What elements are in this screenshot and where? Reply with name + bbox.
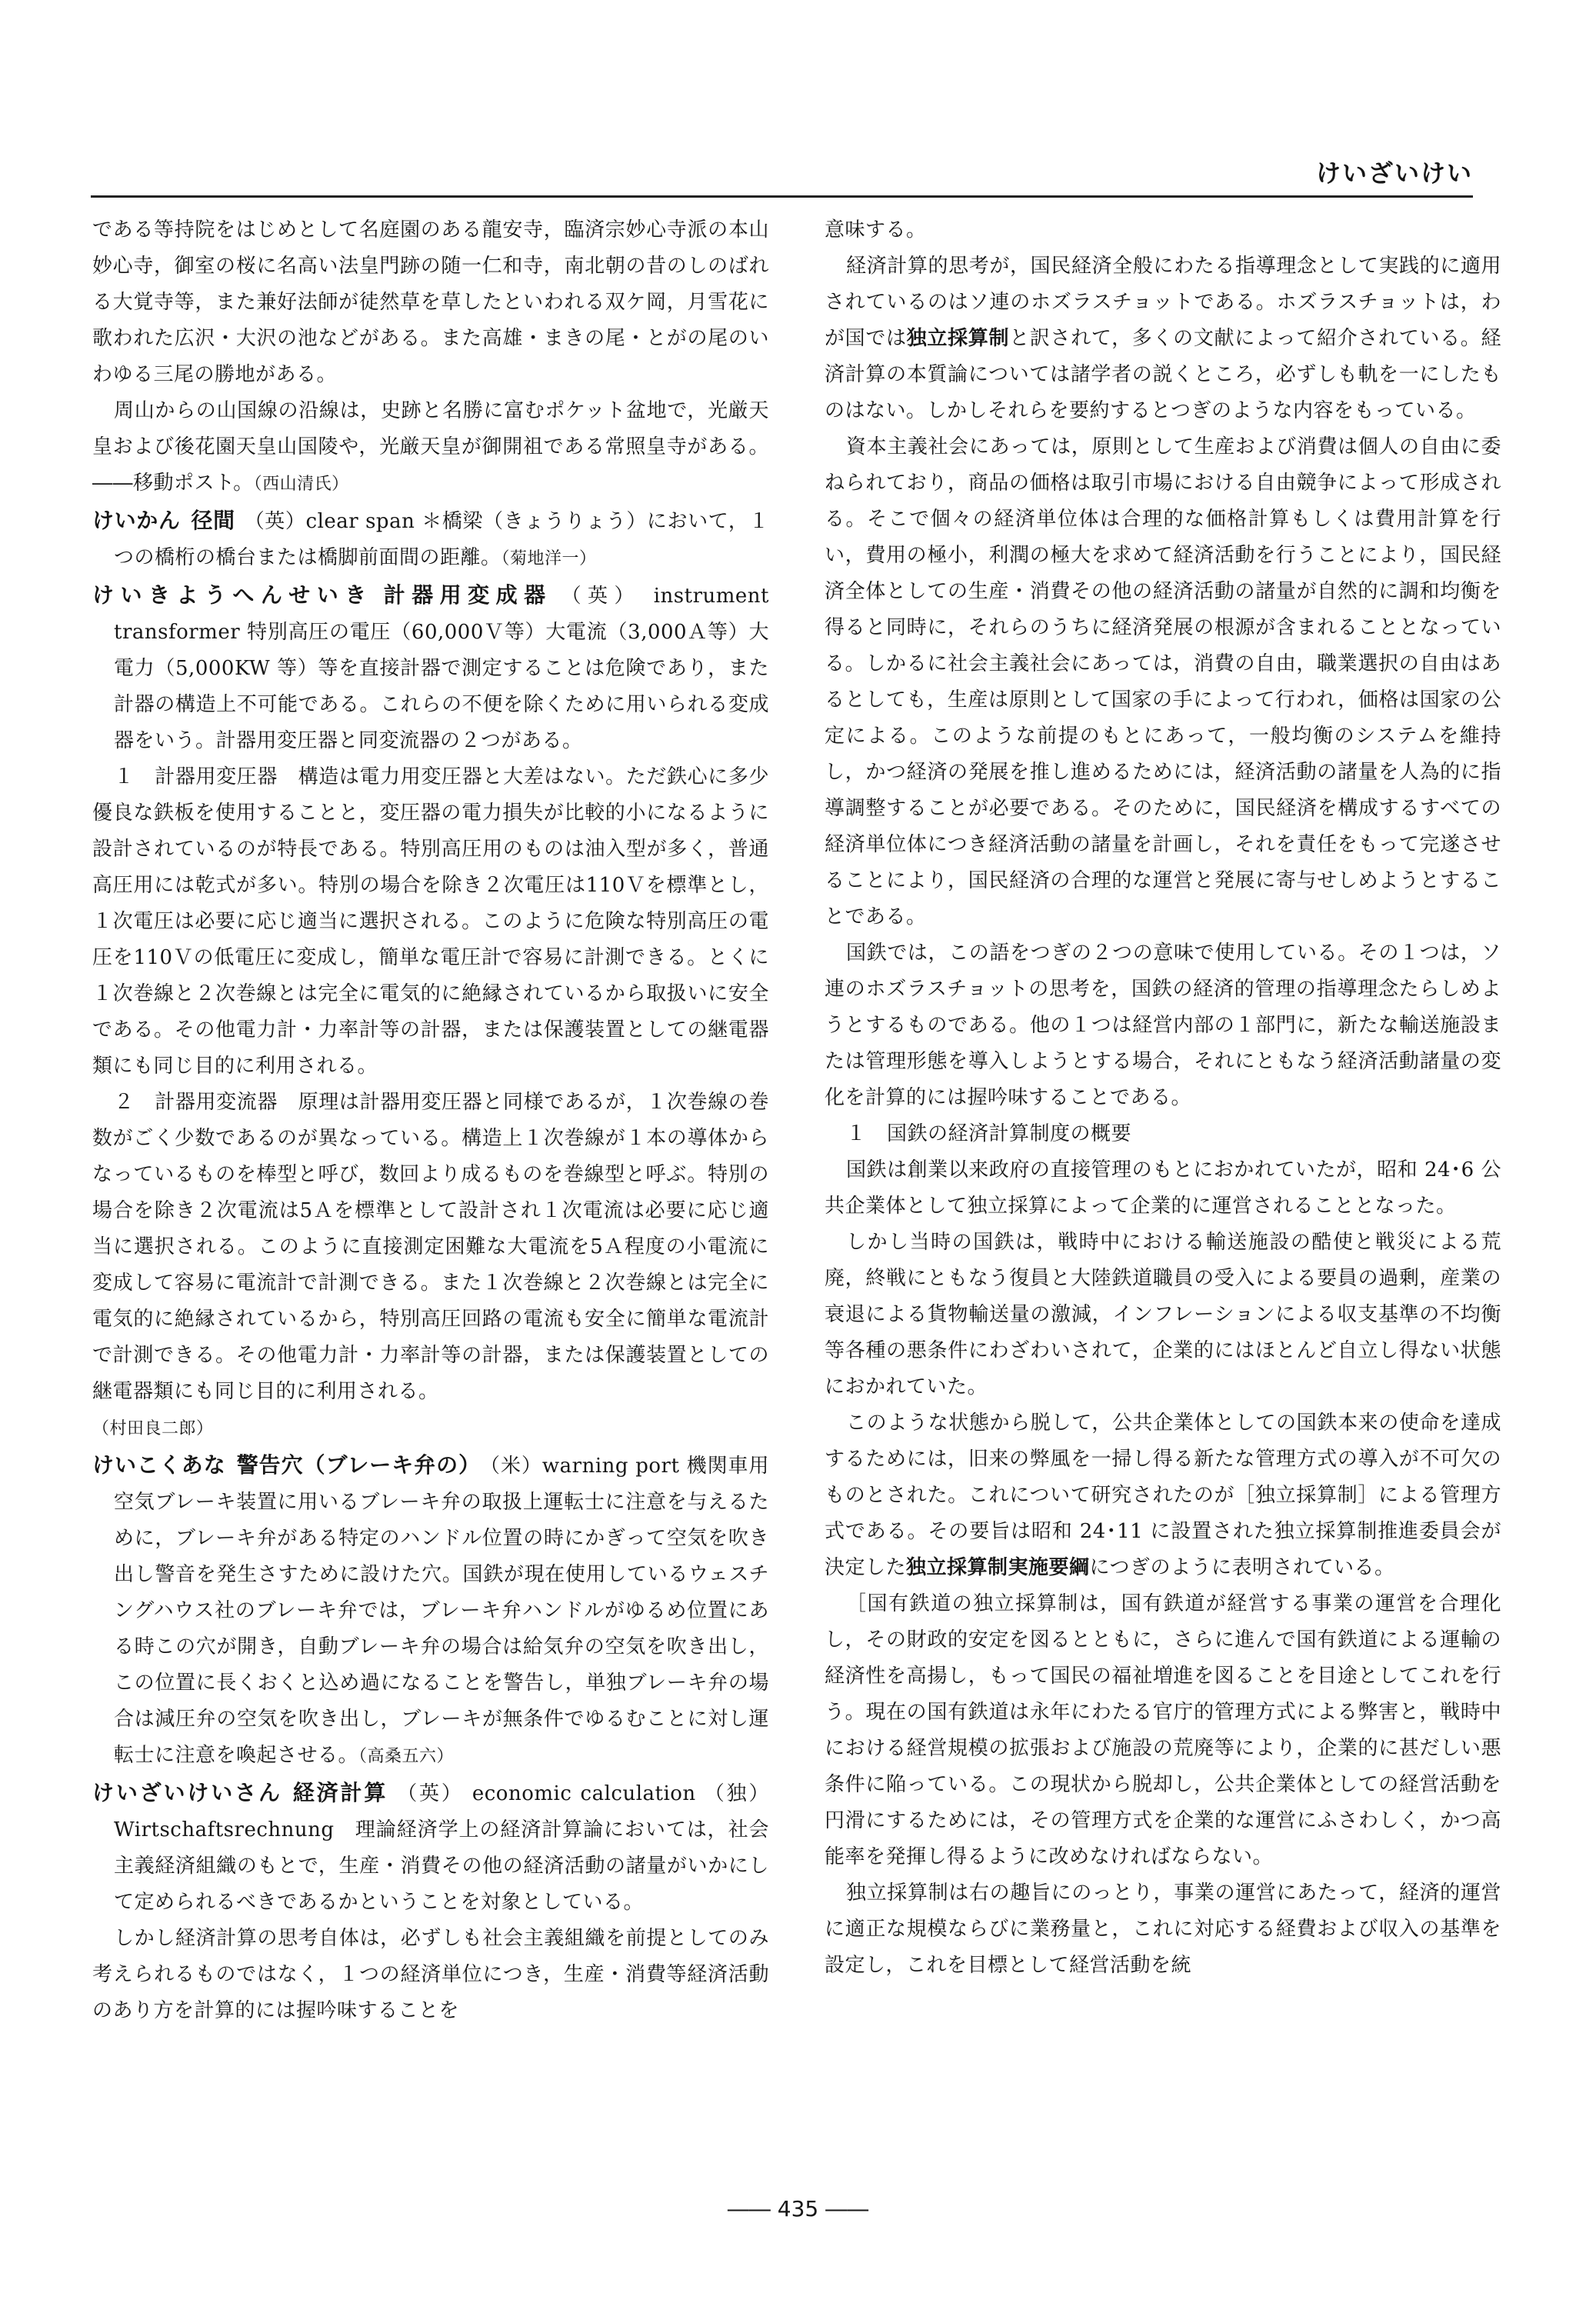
entry-english: （米）warning port bbox=[490, 1455, 680, 1478]
entry-definition: （独）Wirtschaftsrechnung 理論経済学上の経済計算論においては，社会主義経済組織のもとで，生産・消費その他の経済活動の諸量がいかにして定められるべきであるかということを対象としている。 bbox=[114, 1782, 769, 1914]
right-column bbox=[825, 212, 1501, 1984]
page-number: ―― 435 ―― bbox=[727, 2196, 869, 2221]
entry-english: （英） economic calculation bbox=[397, 1782, 696, 1805]
entry-headword: けいかん bbox=[92, 508, 181, 533]
paragraph-text: につぎのように表明されている。 bbox=[1089, 1556, 1395, 1579]
body-paragraph bbox=[825, 248, 1501, 429]
entry-definition: ＊橋梁（きょうりょう）において，１つの橋桁の橋台または橋脚前面間の距離。 bbox=[114, 510, 769, 569]
body-paragraph bbox=[825, 1405, 1501, 1586]
author-name: （村田良二郎） bbox=[92, 1419, 214, 1438]
body-paragraph: しかし経済計算の思考自体は，必ずしも社会主義組織を前提としてのみ考えられるものではなく，１つの経済単位につき，生産・消費等経済活動のあり方を計算的には握吟味することを bbox=[92, 1927, 769, 2022]
entry-headword: けいざいけいさん bbox=[92, 1780, 282, 1805]
entry-definition: 機関車用空気ブレーキ装置に用いるブレーキ弁の取扱上運転士に注意を与えるために，ブレーキ弁がある特定のハンドル位置の時にかぎって空気を吹き出し警音を発生さすために設けた穴。国鉄が現在使用しているウェスチングハウス社のブレーキ弁では，ブレーキ弁ハンドルがゆるめ位置にある時この穴が開き，自動ブレーキ弁の場合は給気弁の空気を吹き出し，この位置に長くおくと込め過になることを警告し，単独ブレーキ弁の場合は減圧弁の空気を吹き出し，ブレーキが無条件でゆるむことに対し運転士に注意を喚起させる。 bbox=[114, 1455, 769, 1767]
author-credit: （西山清氏） bbox=[253, 475, 349, 494]
entry-kanji: 経済計算 bbox=[292, 1780, 388, 1805]
running-head: けいざいけい bbox=[1315, 158, 1473, 188]
entry-kanji: 警告穴（ブレーキ弁の） bbox=[236, 1452, 481, 1478]
intro-paragraph-1: である等持院をはじめとして名庭園のある龍安寺，臨済宗妙心寺派の本山妙心寺，御室の桜に名高い法皇門跡の随一仁和寺，南北朝の昔のしのばれる大覚寺等，また兼好法師が徒然草を草したといわれる双ケ岡，月雪花に歌われた広沢・大沢の池などがある。また高雄・まきの尾・とがの尾のいわゆる三尾の勝地がある。 bbox=[92, 218, 769, 386]
entry-subsection-2: ２ 計器用変流器 原理は計器用変圧器と同様であるが，１次巻線の巻数がごく少数であるのが異なっている。構造上１次巻線が１本の導体からなっているものを棒型と呼び，数回より成るものを巻線型と呼ぶ。特別の場合を除き２次電流は5Ａを標準として設計され１次電流は必要に応じ適当に選択される。このように直接測定困難な大電流を5Ａ程度の小電流に変成して容易に電流計で計測できる。また１次巻線と２次巻線とは完全に電気的に絶縁されているから，特別高圧回路の電流も安全に簡単な電流計で計測できる。その他電力計・力率計等の計器，または保護装置としての継電器類にも同じ目的に利用される。 bbox=[92, 1091, 769, 1403]
author-credit: （菊地洋一） bbox=[501, 549, 597, 568]
paragraph-text: と訳されて，多くの文献によって紹介されている。経済計算の本質論については諸学者の説くところ，必ずしも軌を一にしたものはない。しかしそれらを要約するとつぎのような内容をもっている。 bbox=[825, 327, 1501, 422]
intro-paragraph-2-text: 周山からの山国線の沿線は，史跡と名勝に富むポケット盆地で，光厳天皇および後花園天皇山国陵や，光厳天皇が御開祖である常照皇寺がある。――移動ポスト。 bbox=[92, 399, 769, 495]
paragraph-text: このような状態から脱して，公共企業体としての国鉄本来の使命を達成するためには，旧来の弊風を一掃し得る新たな管理方式の導入が不可欠のものとされた。これについて研究されたのが［独立採算制］による管理方式である。その要旨は昭和 24･11 に設置された独立採算制推進委員会が決定した bbox=[825, 1411, 1501, 1579]
left-column bbox=[92, 212, 769, 2029]
entry-english: （英） instrument transformer bbox=[114, 585, 769, 644]
entry-keikokuana bbox=[92, 1447, 769, 1775]
paragraph-text: 経済計算的思考が，国民経済全般にわたる指導理念として実践的に適用されているのはソ連のホズラスチョットである。ホズラスチョットは，わが国では bbox=[825, 255, 1501, 350]
entry-kanji: 計器用変成器 bbox=[383, 582, 552, 608]
bold-term: 独立採算制 bbox=[906, 327, 1010, 350]
body-paragraph: 意味する。 bbox=[825, 218, 927, 242]
entry-headword: けいきようへんせいき bbox=[92, 582, 373, 608]
body-paragraph: 資本主義社会にあっては，原則として生産および消費は個人の自由に委ねられており，商品の価格は取引市場における自由競争によって形成される。そこで個々の経済単位体は合理的な価格計算もしくは費用計算を行い，費用の極小，利潤の極大を求めて経済活動を行うことにより，国民経済全体としての生産・消費その他の経済活動の諸量が自然的に調和均衡を得ると同時に，それらのうちに経済発展の根源が含まれることとなっている。しかるに社会主義社会にあっては，消費の自由，職業選択の自由はあるとしても，生産は原則として国家の手によって行われ，価格は国家の公定による。このような前提のもとにあって，一般均衡のシステムを維持し，かつ経済の発展を推し進めるためには，経済活動の諸量を人為的に指導調整することが必要である。そのために，国民経済を構成するすべての経済単位体につき経済活動の諸量を計画し，それを責任をもって完遂させることにより，国民経済の合理的な運営と発展に寄与せしめようとすることである。 bbox=[825, 435, 1501, 928]
author-credit: （高桑五六） bbox=[358, 1747, 455, 1766]
intro-paragraph-2 bbox=[92, 393, 769, 502]
entry-keizaikeisan bbox=[92, 1775, 769, 1921]
body-paragraph: 国鉄は創業以来政府の直接管理のもとにおかれていたが，昭和 24･6 公共企業体として独立採算によって企業的に運営されることとなった。 bbox=[825, 1158, 1501, 1218]
entry-english: （英）clear span bbox=[244, 510, 415, 533]
quoted-paragraph: ［国有鉄道の独立採算制は，国有鉄道が経営する事業の運営を合理化し，その財政的安定を図るとともに，さらに進んで国有鉄道による運輸の経済性を高揚し，もって国民の福祉増進を図ることを目途としてこれを行う。現在の国有鉄道は永年にわたる官庁的管理方式による弊害と，戦時中における経営規模の拡張および施設の荒廃等により，企業的に甚だしい悪条件に陥っている。この現状から脱却し，公共企業体としての経営活動を円滑にするためには，その管理方式を企業的な運営にふさわしく，かつ高能率を発揮し得るように改めなければならない。 bbox=[825, 1592, 1501, 1868]
bold-term: 独立採算制実施要綱 bbox=[906, 1556, 1090, 1579]
entry-kanji: 径間 bbox=[191, 508, 235, 533]
body-paragraph: 独立採算制は右の趣旨にのっとり，事業の運営にあたって，経済的運営に適正な規模ならびに業務量と，これに対応する経費および収入の基準を設定し，これを目標として経営活動を統 bbox=[825, 1881, 1501, 1977]
section-heading: １ 国鉄の経済計算制度の概要 bbox=[846, 1122, 1132, 1145]
author-credit bbox=[92, 1410, 769, 1447]
entry-keikiyouhenseiki bbox=[92, 577, 769, 759]
entry-subsection-1: １ 計器用変圧器 構造は電力用変圧器と大差はない。ただ鉄心に多少優良な鉄板を使用することと，変圧器の電力損失が比較的小になるように設計されているのが特長である。特別高圧用のものは油入型が多く，普通高圧用には乾式が多い。特別の場合を除き２次電圧は110Ｖを標準とし，１次電圧は必要に応じ適当に選択される。このように危険な特別高圧の電圧を110Ｖの低電圧に変成し，簡単な電圧計で容易に計測できる。とくに１次巻線と２次巻線とは完全に電気的に絶縁されているから取扱いに安全である。その他電力計・力率計等の計器，または保護装置としての継電器類にも同じ目的に利用される。 bbox=[92, 765, 769, 1078]
body-paragraph: 国鉄では，この語をつぎの２つの意味で使用している。その１つは，ソ連のホズラスチョットの思考を，国鉄の経済的管理の指導理念たらしめようとするものである。他の１つは経営内部の１部門に，新たな輸送施設または管理形態を導入しようとする場合，それにともなう経済活動諸量の変化を計算的には握吟味することである。 bbox=[825, 942, 1501, 1109]
entry-definition: 特別高圧の電圧（60,000Ｖ等）大電流（3,000Ａ等）大電力（5,000KW 等）等を直接計器で測定することは危険であり，また計器の構造上不可能である。これらの不便を除くために用いられる変成器をいう。計器用変圧器と同変流器の２つがある。 bbox=[114, 621, 769, 752]
body-paragraph: しかし当時の国鉄は，戦時中における輸送施設の酷使と戦災による荒廃，終戦にともなう復員と大陸鉄道職員の受入による要員の過剰，産業の衰退による貨物輸送量の激減，インフレーションによる収支基準の不均衡等各種の悪条件にわざわいされて，企業的にはほとんど自立し得ない状態におかれていた。 bbox=[825, 1231, 1501, 1398]
entry-keikan bbox=[92, 502, 769, 577]
header-rule bbox=[91, 195, 1473, 198]
entry-headword: けいこくあな bbox=[92, 1452, 226, 1478]
